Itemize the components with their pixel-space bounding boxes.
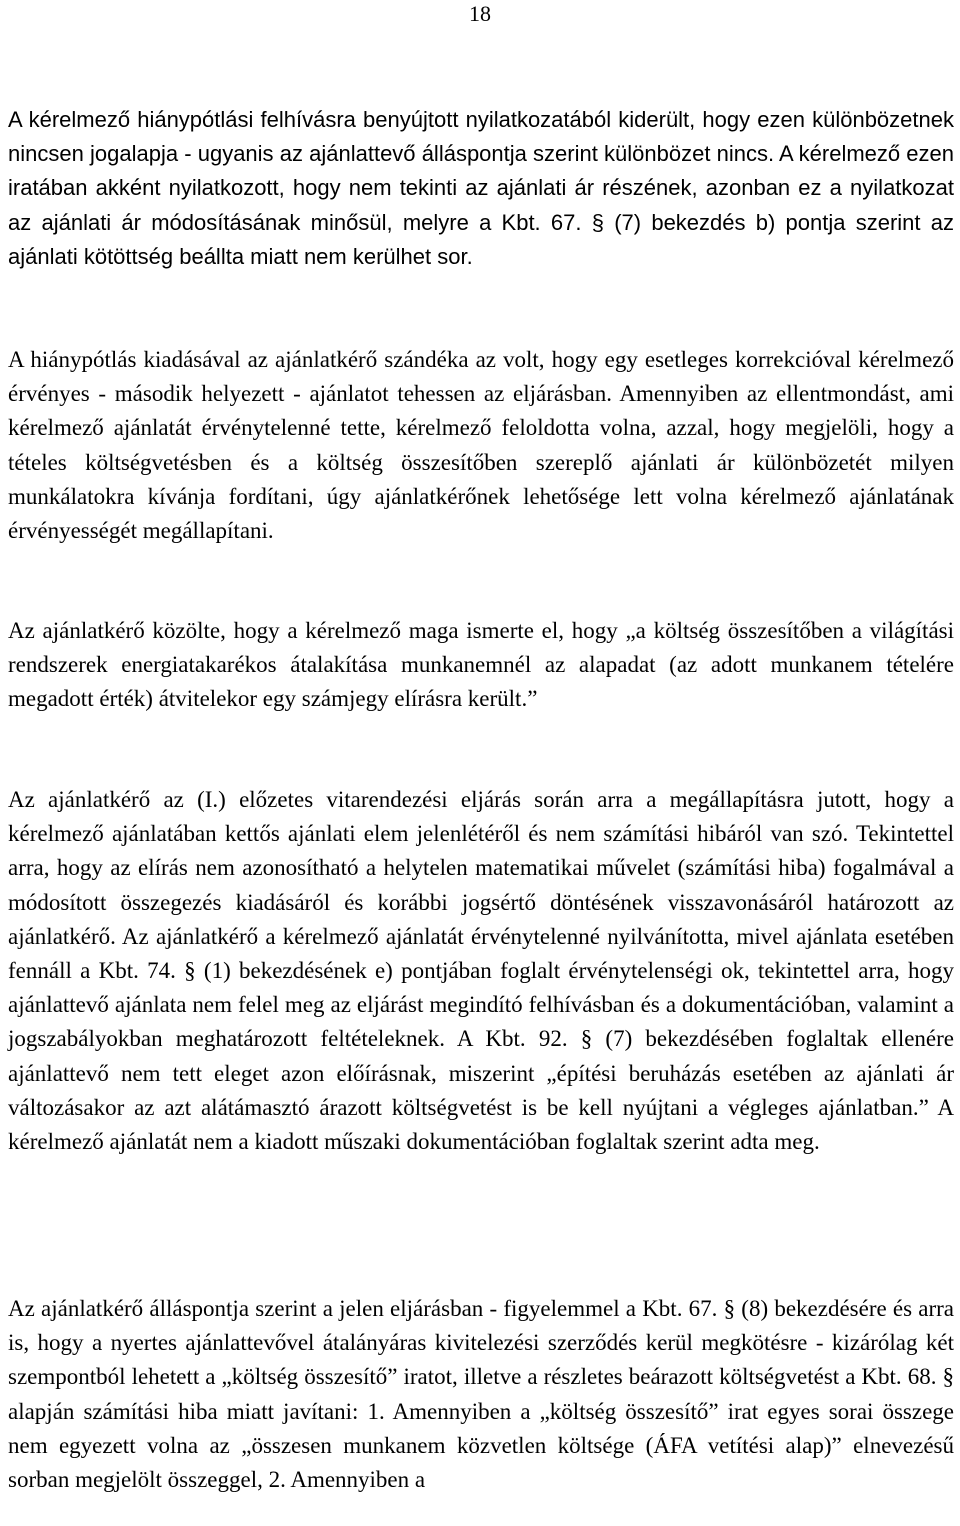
- paragraph-missing-docs-statement: A kérelmező hiánypótlási felhívásra benyújtott nyilatkozatából kiderült, hogy ezen különbözetnek nincsen jogalapja - ugyanis az ajánlattevő álláspontja szerint különbözet nincs. A kérelmező ezen iratában akként nyilatkozott, hogy nem tekinti az ajánlati ár részének, azonban ez a nyilatkozat az ajánlati ár módosításának minősül, melyre a Kbt. 67. § (7) bekezdés b) pontja szerint az ajánlati kötöttség beállta miatt nem kerülhet sor.: [8, 107, 954, 269]
- page-number: 18: [469, 1, 491, 26]
- paragraph-contracting-authority-position: Az ajánlatkérő álláspontja szerint a jelen eljárásban - figyelemmel a Kbt. 67. § (8) bekezdésére és arra is, hogy a nyertes ajánlattevővel átalányáras kivitelezési szerződés kerül megkötésre - kizárólag két szempontból lehetett a „költség összesítő” iratot, illetve a részletes beárazott költségvetést a Kbt. 68. § alapján számítási hiba miatt javítani: 1. Amennyiben a „költség összesítő” irat egyes sorai összege nem egyezett volna az „összesen munkanem közvetlen költsége (ÁFA vetítési alap)” elnevezésű sorban megjelölt összeggel, 2. Amennyiben a: [8, 1296, 954, 1493]
- paragraph-preliminary-dispute: Az ajánlatkérő az (I.) előzetes vitarendezési eljárás során arra a megállapításra jutott, hogy a kérelmező ajánlatában kettős ajánlati elem jelenlétéről és nem számítási hibáról van szó. Tekintettel arra, hogy az elírás nem azonosítható a helytelen matematikai művelet (számítási hiba) fogalmával a módosított összegezés kiadásáról és korábbi jogsértő döntésének visszavonásáról határozott az ajánlatkérő. Az ajánlatkérő a kérelmező ajánlatát érvénytelenné nyilvánította, mivel ajánlata esetében fennáll a Kbt. 74. § (1) bekezdésének e) pontjában foglalt érvénytelenségi ok, tekintettel arra, hogy ajánlattevő ajánlata nem felel meg az eljárást megindító felhívásban és a dokumentációban, valamint a jogszabályokban meghatározott feltételeknek. A Kbt. 92. § (7) bekezdésében foglaltak ellenére ajánlattevő nem tett eleget azon előírásnak, miszerint „építési beruházás esetében az ajánlati ár változásakor az azt alátámasztó árazott költségvetést is be kell nyújtani a végleges ajánlatban.” A kérelmező ajánlatát nem a kiadott műszaki dokumentációban foglaltak szerint adta meg.: [8, 787, 954, 1155]
- paragraph-deficiency-purpose: A hiánypótlás kiadásával az ajánlatkérő szándéka az volt, hogy egy esetleges korrekcióval kérelmező érvényes - második helyezett - ajánlatot tehessen az eljárásban. Amennyiben az ellentmondást, ami kérelmező ajánlatát érvénytelenné tette, kérelmező feloldotta volna, azzal, hogy megjelöli, hogy a tételes költségvetésben és a költség összesítőben szereplő ajánlati ár különbözetét milyen munkálatokra kívánja fordítani, úgy ajánlatkérőnek lehetősége lett volna kérelmező ajánlatának érvényességét megállapítani.: [8, 347, 954, 544]
- paragraph-applicant-admission: Az ajánlatkérő közölte, hogy a kérelmező maga ismerte el, hogy „a költség összesítőben a világítási rendszerek energiatakarékos átalakítása munkanemnél az alapadat (az adott munkanem tételére megadott érték) átvitelekor egy számjegy elírásra került.”: [8, 618, 954, 712]
